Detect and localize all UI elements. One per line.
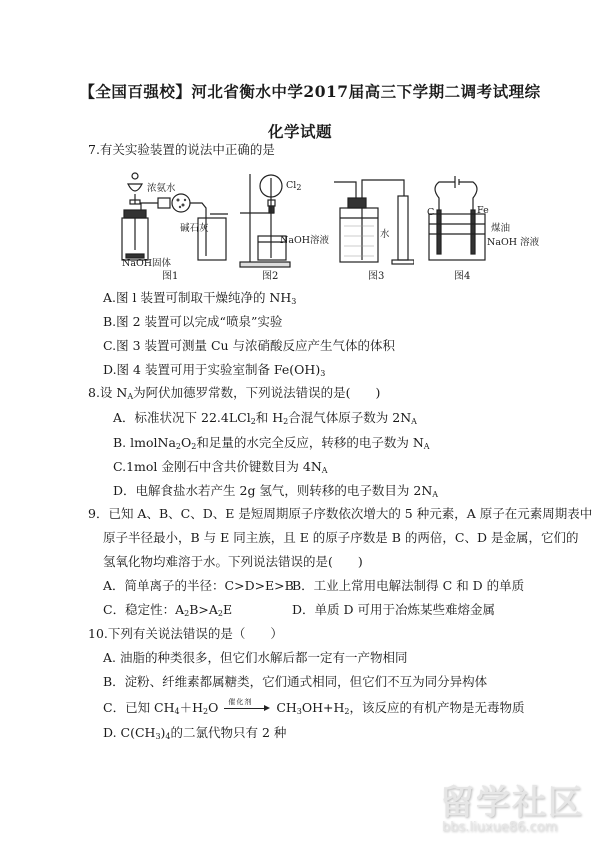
q7-option-c: C.图 3 装置可测量 Cu 与浓硝酸反应产生气体的体积 [103, 338, 396, 353]
exam-title: 【全国百强校】河北省衡水中学2017届高三下学期二调考试理综 [79, 82, 541, 101]
site-watermark [440, 785, 584, 835]
q7-option-b: B.图 2 装置可以完成“喷泉”实验 [103, 314, 283, 329]
q8-option-b: B. $lmolNa_2O_2$和足量的水完全反应，转移的电子数为 $N_A$ [113, 435, 430, 451]
figure-1-apparatus [118, 170, 228, 270]
q10-stem: 10.下列有关说法错误的是（ ） [88, 626, 283, 641]
watermark-url: bbs.liuxue86.com [442, 820, 558, 835]
q9-option-c: C．稳定性：$A_2B>A_2E$ [103, 602, 233, 618]
watermark-logo-text: 留学社区 [440, 783, 584, 823]
q9-stem-line3: 氢氧化物均难溶于水。下列说法错误的是( ) [103, 554, 363, 569]
fig2-caption: 图2 [262, 271, 279, 282]
q7-option-d: D.图 4 装置可用于实验室制备 $Fe(OH)_3$ [103, 362, 326, 378]
q9-option-b: B．工业上常用电解法制得 C 和 D 的单质 [292, 578, 525, 593]
fountain-apparatus-diagram [238, 170, 318, 270]
figure-4-apparatus [425, 170, 540, 270]
fig1-label-soda-lime: 碱石灰 [180, 223, 209, 234]
reaction-arrow-icon [224, 700, 270, 714]
q10-option-d: D. $C(CH_3)_4$的二氯代物只有 2 种 [103, 725, 287, 741]
fig4-label-iron: Fe [477, 205, 489, 216]
fig3-caption: 图3 [368, 271, 385, 282]
q9-stem-line2: 原子半径最小，B 与 E 同主族，且 E 的原子序数是 B 的两倍，C、D 是金属，它们的 [103, 530, 579, 545]
q9-option-a: A．简单离子的半径：C>D>E>B [103, 578, 294, 593]
q10-option-a: A. 油脂的种类很多，但它们水解后都一定有一产物相同 [103, 650, 408, 665]
q9-stem-line1: 9．已知 A、B、C、D、E 是短周期原子序数依次增大的 5 种元素，A 原子在元素周期表中 [88, 506, 593, 521]
fig2-label-cl2: $Cl_2$ [286, 180, 302, 192]
q9-option-d: D．单质 D 可用于冶炼某些难熔金属 [292, 602, 495, 617]
q8-option-c: C.1mol 金刚石中含共价键数目为 $4N_A$ [113, 459, 328, 475]
catalyst-label: 催化剂 [228, 698, 253, 706]
gas-volume-apparatus-diagram [334, 170, 414, 270]
fig3-label-water: 水 [380, 229, 390, 240]
exam-subtitle: 化学试题 [267, 122, 332, 141]
q8-option-a: A．标准状况下 22.4LCl$_2$和 $H_2$合混气体原子数为 $2N_A$ [113, 410, 417, 426]
fig4-caption: 图4 [454, 271, 471, 282]
fig1-caption: 图1 [162, 271, 179, 282]
fig1-label-ammonia: 浓氨水 [147, 183, 176, 194]
q7-option-a: A.图 l 装置可制取干燥纯净的 $NH_3$ [103, 290, 297, 306]
q8-stem: 8.设 $N_A$为阿伏加德罗常数，下列说法错误的是( ) [88, 385, 381, 401]
fig4-label-kerosene: 煤油 [491, 223, 511, 234]
q10-option-b: B．淀粉、纤维素都属糖类，它们通式相同，但它们不互为同分异构体 [103, 674, 488, 689]
q7-stem: 7.有关实验装置的说法中正确的是 [88, 142, 275, 157]
fig4-label-naoh-solution: NaOH 溶液 [487, 237, 540, 248]
q8-option-d: D．电解食盐水若产生 2g 氢气，则转移的电子数目为 $2N_A$ [113, 483, 439, 499]
figure-2-apparatus [238, 170, 330, 270]
q10-option-c: C．已知 $CH_4+H_2O$ 催化剂 $CH_3OH+H_2$，该反应的有机产物是无毒物质 [103, 700, 525, 720]
figure-3-apparatus [334, 170, 414, 270]
fig4-label-carbon: C [427, 207, 435, 218]
fig2-label-naoh-solution: NaOH溶液 [280, 235, 330, 246]
fig1-label-naoh-solid: NaOH固体 [122, 258, 172, 269]
